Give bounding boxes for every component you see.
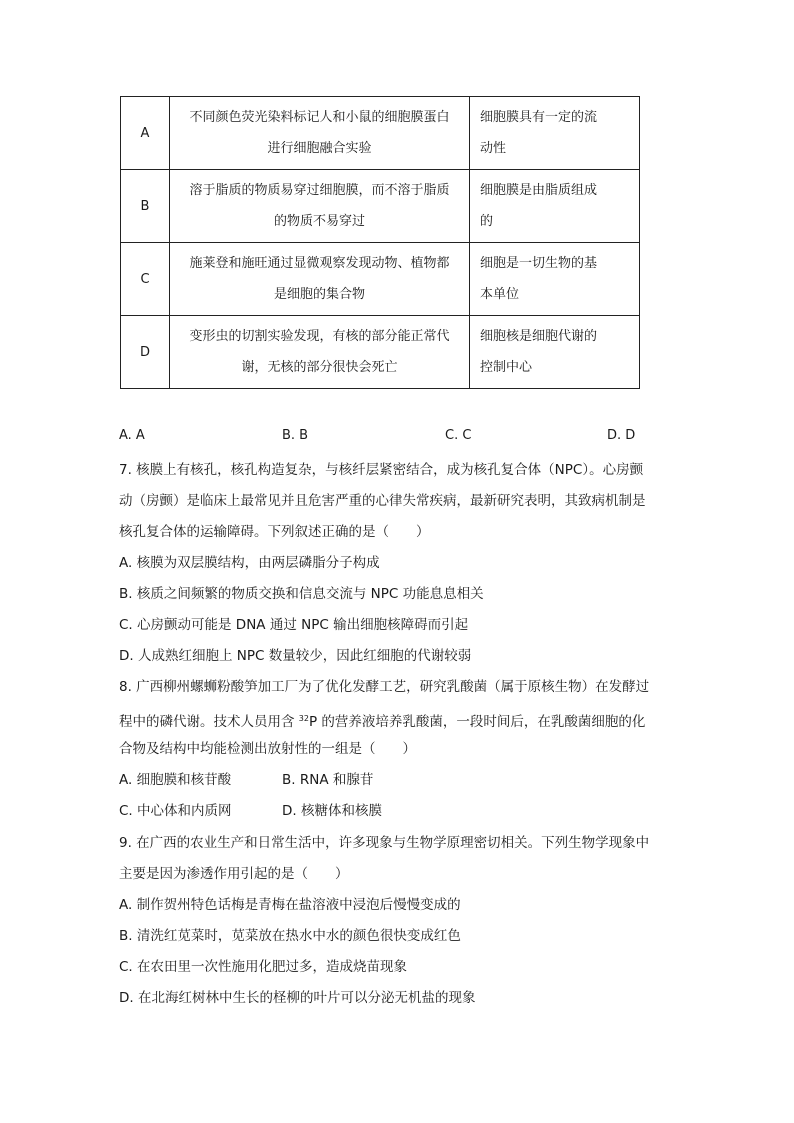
q9-option-d[interactable]: D. 在北海红树林中生长的柽柳的叶片可以分泌无机盐的现象 <box>119 990 476 1006</box>
conclusion-cell: 细胞核是细胞代谢的 控制中心 <box>470 316 640 389</box>
q7-option-d[interactable]: D. 人成熟红细胞上 NPC 数量较少，因此红细胞的代谢较弱 <box>119 648 472 664</box>
table-row <box>121 316 640 389</box>
table-row <box>121 243 640 316</box>
options-table <box>120 96 640 389</box>
conclusion-cell: 细胞是一切生物的基 本单位 <box>470 243 640 316</box>
isotope-superscript: 32 <box>298 714 309 723</box>
q7-stem-line: 核孔复合体的运输障碍。下列叙述正确的是（ ） <box>119 524 430 540</box>
q8-options-row <box>119 765 674 796</box>
q8-option-b[interactable]: B. RNA 和腺苷 <box>282 772 374 788</box>
experiment-cell: 不同颜色荧光染料标记人和小鼠的细胞膜蛋白 进行细胞融合实验 <box>170 97 470 170</box>
q9-option-b[interactable]: B. 清洗红苋菜时，苋菜放在热水中水的颜色很快变成红色 <box>119 928 461 944</box>
q8-option-c[interactable]: C. 中心体和内质网 <box>119 803 232 819</box>
question-9 <box>119 828 674 1014</box>
row-label: D <box>121 316 170 389</box>
q7-option-b[interactable]: B. 核质之间频繁的物质交换和信息交流与 NPC 功能息息相关 <box>119 586 484 602</box>
table-row <box>121 97 640 170</box>
q6-choices <box>119 428 639 448</box>
experiment-cell: 变形虫的切割实验发现，有核的部分能正常代 谢，无核的部分很快会死亡 <box>170 316 470 389</box>
question-8 <box>119 672 674 827</box>
question-7 <box>119 455 674 672</box>
q6-choice-c[interactable]: C. C <box>445 428 472 443</box>
q9-stem-line: 9. 在广西的农业生产和日常生活中，许多现象与生物学原理密切相关。下列生物学现象中 <box>119 835 650 851</box>
q7-option-a[interactable]: A. 核膜为双层膜结构，由两层磷脂分子构成 <box>119 555 380 571</box>
experiment-cell: 施莱登和施旺通过显微观察发现动物、植物都 是细胞的集合物 <box>170 243 470 316</box>
q6-choice-b[interactable]: B. B <box>282 428 309 443</box>
q9-option-c[interactable]: C. 在农田里一次性施用化肥过多，造成烧苗现象 <box>119 959 408 975</box>
q6-choice-a[interactable]: A. A <box>119 428 145 443</box>
row-label: B <box>121 170 170 243</box>
q9-option-a[interactable]: A. 制作贺州特色话梅是青梅在盐溶液中浸泡后慢慢变成的 <box>119 897 461 913</box>
conclusion-cell: 细胞膜是由脂质组成 的 <box>470 170 640 243</box>
q7-stem-line: 7. 核膜上有核孔，核孔构造复杂，与核纤层紧密结合，成为核孔复合体（NPC）。心房颤 <box>119 462 644 478</box>
q8-option-a[interactable]: A. 细胞膜和核苷酸 <box>119 772 232 788</box>
experiment-cell: 溶于脂质的物质易穿过细胞膜，而不溶于脂质 的物质不易穿过 <box>170 170 470 243</box>
q8-stem-line: 8. 广西柳州螺蛳粉酸笋加工厂为了优化发酵工艺，研究乳酸菌（属于原核生物）在发酵过 <box>119 679 650 695</box>
q8-option-d[interactable]: D. 核糖体和核膜 <box>282 803 382 819</box>
conclusion-cell: 细胞膜具有一定的流 动性 <box>470 97 640 170</box>
q8-stem-line: 合物及结构中均能检测出放射性的一组是（ ） <box>119 741 416 757</box>
q8-options-row <box>119 796 674 827</box>
q8-stem-line: 程中的磷代谢。技术人员用含 $^{32}$P 的营养液培养乳酸菌，一段时间后，在乳酸菌细胞的化 <box>119 714 646 730</box>
row-label: A <box>121 97 170 170</box>
q9-stem-line: 主要是因为渗透作用引起的是（ ） <box>119 866 349 882</box>
q6-choice-d[interactable]: D. D <box>607 428 636 443</box>
q7-option-c[interactable]: C. 心房颤动可能是 DNA 通过 NPC 输出细胞核障碍而引起 <box>119 617 469 633</box>
q7-stem-line: 动（房颤）是临床上最常见并且危害严重的心律失常疾病，最新研究表明，其致病机制是 <box>119 493 646 509</box>
row-label: C <box>121 243 170 316</box>
table-row <box>121 170 640 243</box>
